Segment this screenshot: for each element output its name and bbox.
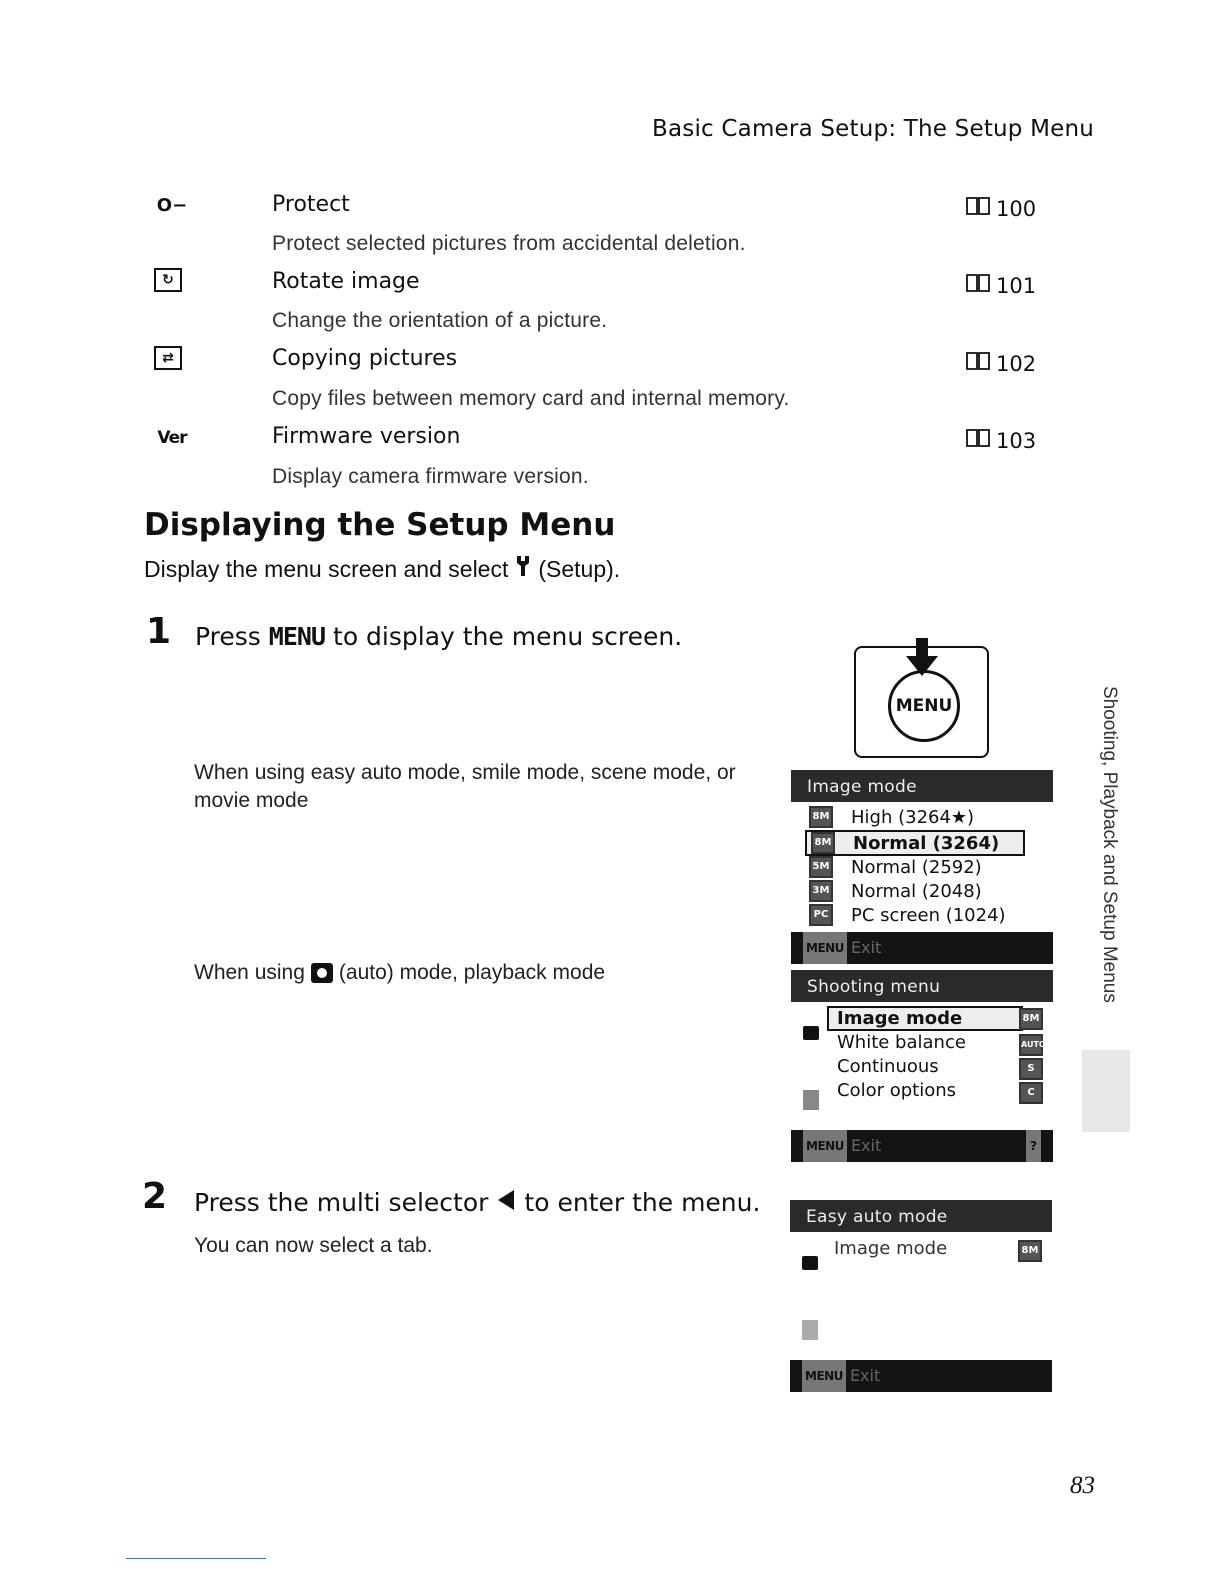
page-ref: 102	[966, 351, 1036, 376]
list-item[interactable]: 8M High (3264★)	[809, 806, 974, 828]
list-item-selected[interactable]: 8M Normal (3264)	[805, 830, 1025, 856]
page-ref: 101	[966, 273, 1036, 298]
camera-icon	[311, 963, 333, 983]
screen-body	[791, 802, 1053, 932]
footer-rule	[126, 1558, 266, 1559]
firmware-version-icon: Ver	[157, 428, 187, 448]
step-1-note-auto: When using (auto) mode, playback mode	[194, 961, 606, 984]
screen-shooting-menu	[791, 970, 1053, 1162]
feature-desc-protect: Protect selected pictures from accidental deletion.	[272, 232, 746, 255]
screen-easy-auto-mode	[790, 1200, 1052, 1392]
list-item[interactable]: 3M Normal (2048)	[809, 880, 982, 902]
image-mode-value-icon: 8M	[1019, 1008, 1043, 1030]
page-ref: 103	[966, 428, 1036, 453]
screen-body	[790, 1232, 1052, 1360]
book-icon	[966, 351, 990, 376]
book-icon	[966, 196, 990, 221]
menu-button-illustration	[854, 646, 989, 758]
step-1-text: Press MENU to display the menu screen.	[195, 622, 683, 651]
camera-tab-icon[interactable]	[802, 1256, 818, 1270]
screen-title: Image mode	[791, 770, 1053, 802]
screen-title: Shooting menu	[791, 970, 1053, 1002]
step-1-note-easy-auto: When using easy auto mode, smile mode, scene mode, or movie mode	[194, 761, 736, 812]
list-item[interactable]: Image mode	[834, 1238, 948, 1259]
list-item-selected[interactable]: Image mode	[827, 1006, 1023, 1031]
side-tab-marker	[1082, 1050, 1130, 1132]
image-mode-value-icon: 8M	[1018, 1240, 1042, 1262]
feature-desc-firmware: Display camera firmware version.	[272, 465, 589, 488]
left-arrow-icon	[496, 1188, 516, 1217]
step-number: 2	[142, 1176, 168, 1217]
page-number: 83	[1070, 1472, 1095, 1499]
running-header: Basic Camera Setup: The Setup Menu	[652, 116, 1095, 142]
list-item[interactable]: 5M Normal (2592)	[809, 856, 982, 878]
screen-body	[791, 1002, 1053, 1130]
setup-tab-icon[interactable]	[802, 1320, 818, 1340]
screen-title: Easy auto mode	[790, 1200, 1052, 1232]
step-2-text: Press the multi selector to enter the menu.	[194, 1188, 761, 1217]
page-ref: 100	[966, 196, 1036, 221]
screen-footer: MENU Exit ?	[791, 1130, 1053, 1162]
continuous-value-icon: S	[1019, 1058, 1043, 1080]
feature-title-rotate: Rotate image	[272, 269, 420, 294]
rotate-image-icon: ↻	[154, 268, 182, 292]
menu-button[interactable]: MENU	[888, 670, 960, 742]
book-icon	[966, 273, 990, 298]
setup-tab-icon[interactable]	[803, 1090, 819, 1110]
section-title: Displaying the Setup Menu	[144, 507, 616, 543]
list-item[interactable]: White balance	[837, 1032, 966, 1053]
white-balance-value-icon: AUTO	[1019, 1034, 1043, 1056]
list-item[interactable]: Color options	[837, 1080, 957, 1101]
list-item[interactable]: PC PC screen (1024)	[809, 904, 1006, 926]
copy-pictures-icon: ⇄	[154, 346, 182, 370]
screen-footer: MENU Exit	[791, 932, 1053, 964]
book-icon	[966, 428, 990, 453]
feature-desc-rotate: Change the orientation of a picture.	[272, 309, 608, 332]
step-number: 1	[146, 611, 172, 652]
section-subtitle: Display the menu screen and select (Setup).	[144, 555, 621, 582]
feature-title-protect: Protect	[272, 192, 350, 217]
protect-key-icon: O−	[156, 194, 188, 216]
step-2-subtext: You can now select a tab.	[194, 1234, 433, 1257]
screen-footer: MENU Exit	[790, 1360, 1052, 1392]
feature-desc-copy: Copy files between memory card and internal memory.	[272, 387, 790, 410]
feature-title-firmware: Firmware version	[272, 424, 461, 449]
side-tab-label: Shooting, Playback and Setup Menus	[1099, 686, 1120, 1003]
screen-image-mode	[791, 770, 1053, 964]
help-icon: ?	[1026, 1130, 1041, 1162]
color-options-value-icon: C	[1019, 1082, 1043, 1104]
wrench-setup-icon	[516, 555, 530, 583]
feature-title-copy: Copying pictures	[272, 346, 458, 371]
list-item[interactable]: Continuous	[837, 1056, 939, 1077]
camera-tab-icon[interactable]	[803, 1026, 819, 1040]
